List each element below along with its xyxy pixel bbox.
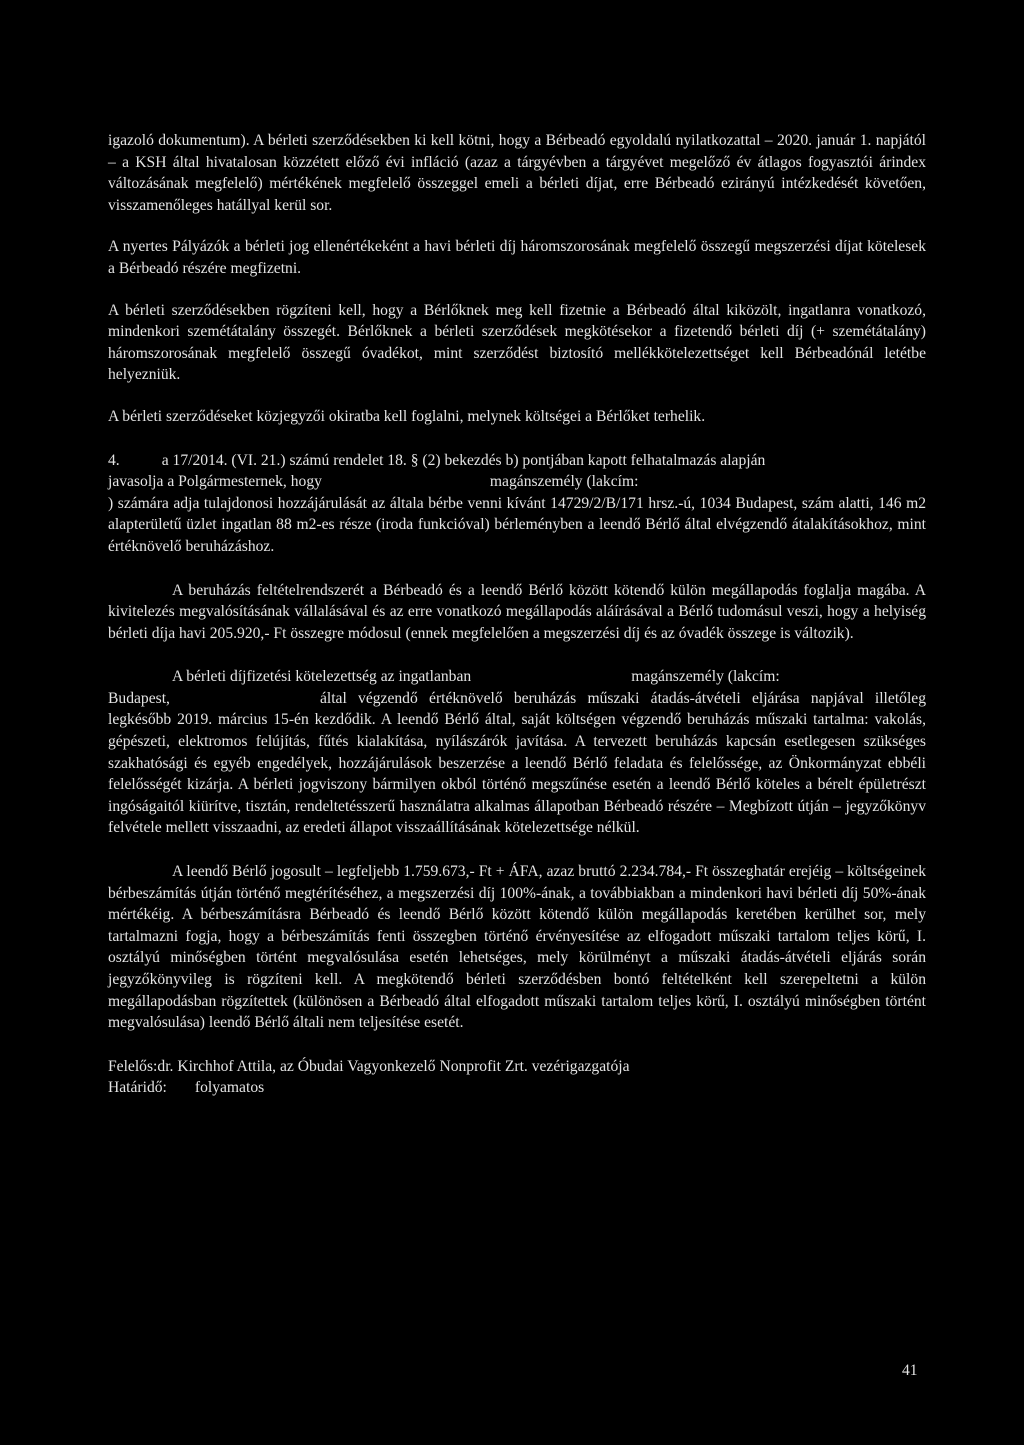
section-4-line1 <box>108 450 926 472</box>
paragraph-waste-fee: A bérleti szerződésekben rögzíteni kell, hogy a Bérlőknek meg kell fizetnie a Bérbeadó által kiközölt, ingatlanra vonatkozó, mindenkori szemétátalány összegét. Bérlőknek a bérleti szerződések megkötésekor a fizetendő bérleti díj (+ szemétátalány) háromszorosának megfelelő összegű óvadékot, mint szerződést biztosító mellékkötelezettséget kell Bérbeadónál letétbe helyezniük. <box>108 301 926 384</box>
paragraph-investment: A beruházás feltételrendszerét a Bérbeadó és a leendő Bérlő között kötendő külön megállapodás foglalja magába. A kivitelezés megvalósításának vállalásával és az erre vonatkozó megállapodás aláírásával a Bérlő tudomásul veszi, hogy a helyiség bérleti díja havi 205.920,- Ft összegre módosul (ennek megfelelően a megszerzési díj és az óvadék összege is változik). <box>108 581 926 642</box>
paragraph-rent-payment: A bérleti díjfizetési kötelezettség az ingatlanban magánszemély (lakcím: Budapest, által végzendő értéknövelő beruházás műszaki átadás-átvételi eljárása napjával illetőleg legkésőbb 2019. március 15-én kezdődik. A leendő Bérlő által, saját költségen végzendő beruházás műszaki tartalma: vakolás, gépészeti, elektromos felújítás, fűtés kialakítása, nyílászárók javítása. A tervezett beruházás kapcsán esetlegesen szükséges szakhatósági és egyéb engedélyek, hozzájárulások beszerzése a leendő Bérlő feladata és felelőssége, az Önkormányzat ebbéli felelősségét kizárja. A bérleti jogviszony bármilyen okból történő megszűnése esetén a leendő Bérlő köteles a bérelt épületrészt ingóságaitól kiürítve, tisztán, rendeltetésszerű használatra alkalmas állapotban Bérbeadó részére – Megbízott útján – jegyzőkönyv felvétele mellett visszaadni, az eredeti állapot visszaállításának kötelezettsége nélkül. <box>108 668 926 837</box>
deadline-label: Határidő: <box>108 1079 167 1097</box>
paragraph-notary: A bérleti szerződéseket közjegyzői okiratba kell foglalni, melynek költségei a Bérlőket terhelik. <box>108 407 706 425</box>
responsibility-block <box>108 1056 926 1099</box>
paragraph-inflation: igazoló dokumentum). A bérleti szerződésekben ki kell kötni, hogy a Bérbeadó egyoldalú nyilatkozattal – 2020. január 1. napjától – a KSH által hivatalosan közzétett előző évi infláció (azaz a tárgyévben a tárgyévet megelőző év átlagos fogyasztói árindex változásának megfelelő) mértékének megfelelő összeggel emeli a bérleti díjat, erre Bérbeadó ezirányú intézkedését követően, visszamenőleges hatállyal kerül sor. <box>108 132 926 214</box>
section-number: 4. <box>108 451 120 469</box>
section-4 <box>108 450 926 558</box>
document-page <box>108 130 926 1099</box>
responsible-label: Felelős: <box>108 1057 158 1075</box>
paragraph-offset: A leendő Bérlő jogosult – legfeljebb 1.759.673,- Ft + ÁFA, azaz bruttó 2.234.784,- Ft összeghatár erejéig – költségeinek bérbeszámítás útján történő megtérítéséhez, a megszerzési díj 100%-ának, a továbbiakban a mindenkori havi bérleti díj 50%-ának mértékéig. A bérbeszámításra Bérbeadó és leendő Bérlő között kötendő külön megállapodás keretében kerülhet sor, mely tartalmazni fogja, hogy a bérbeszámítás fenti összegben történő érvényesítése az elfogadott műszaki tartalom teljes körű, I. osztályú minőségben történt megvalósulása esetén lehetséges, mely körülményt a műszaki átadás-átvételi eljárás során jegyzőkönyvileg is rögzíteni kell. A megkötendő bérleti szerződésben bontó feltételként kell szerepeltetni a külön megállapodásban rögzítettek (különösen a Bérbeadó által elfogadott műszaki tartalom teljes körű, I. osztályú minőségben történt megvalósulása) leendő Bérlő általi nem teljesítése esetét. <box>108 863 926 1032</box>
paragraph-acquisition-fee: A nyertes Pályázók a bérleti jog ellenértékeként a havi bérleti díj háromszorosának megfelelő összegű megszerzési díjat kötelesek a Bérbeadó részére megfizetni. <box>108 238 926 277</box>
page-number: 41 <box>902 1362 918 1379</box>
deadline-line <box>108 1077 926 1099</box>
section-4-body: ) számára adja tulajdonosi hozzájárulását az általa bérbe venni kívánt 14729/2/B/171 hrsz.-ú, 1034 Budapest, szám alatti, 146 m2 alapterületű üzlet ingatlan 88 m2-es része (iroda funkcióval) bérleményben a leendő Bérlő által elvégzendő átalakításokhoz, mint értéknövelő beruházáshoz. <box>108 494 926 555</box>
deadline-value: folyamatos <box>194 1079 265 1097</box>
section-4-line2: javasolja a Polgármesternek, hogy magánszemély (lakcím: <box>108 473 639 491</box>
responsible-line <box>108 1056 926 1078</box>
responsible-value: dr. Kirchhof Attila, az Óbudai Vagyonkezelő Nonprofit Zrt. vezérigazgatója <box>157 1057 630 1075</box>
section-4-text: a 17/2014. (VI. 21.) számú rendelet 18. § (2) bekezdés b) pontjában kapott felhatalmazás alapján <box>161 451 766 469</box>
